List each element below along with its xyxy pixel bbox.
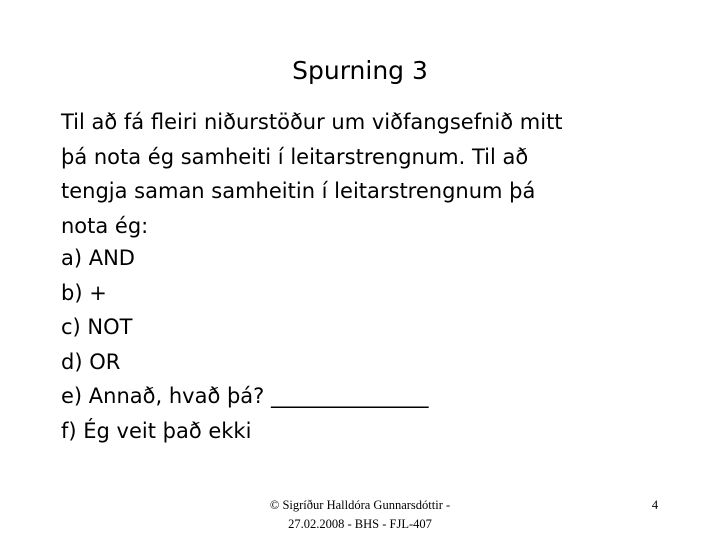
slide-title-text: Spurning 3 (292, 56, 428, 85)
option-b: b) + (61, 280, 107, 305)
slide-title (0, 54, 720, 88)
option-c: c) NOT (61, 315, 133, 339)
footer-line-2: 27.02.2008 - BHS - FJL-407 (288, 517, 432, 531)
option-f: f) Ég veit það ekki (61, 418, 252, 443)
option-e: e) Annað, hvað þá? _______________ (61, 384, 429, 408)
footer-line-1: © Sigríður Halldóra Gunnarsdóttir - (269, 498, 451, 512)
page-number: 4 (651, 498, 659, 512)
footer (200, 496, 520, 534)
option-a: a) AND (61, 246, 135, 270)
answer-options (61, 241, 661, 448)
option-d: d) OR (61, 349, 121, 374)
question-text: Til að fá fleiri niðurstöður um viðfangsefnið mitt þá nota ég samheiti í leitarstrengnum. Til að tengja saman samheitin í leitarstrengnum þá nota ég: (61, 110, 563, 238)
